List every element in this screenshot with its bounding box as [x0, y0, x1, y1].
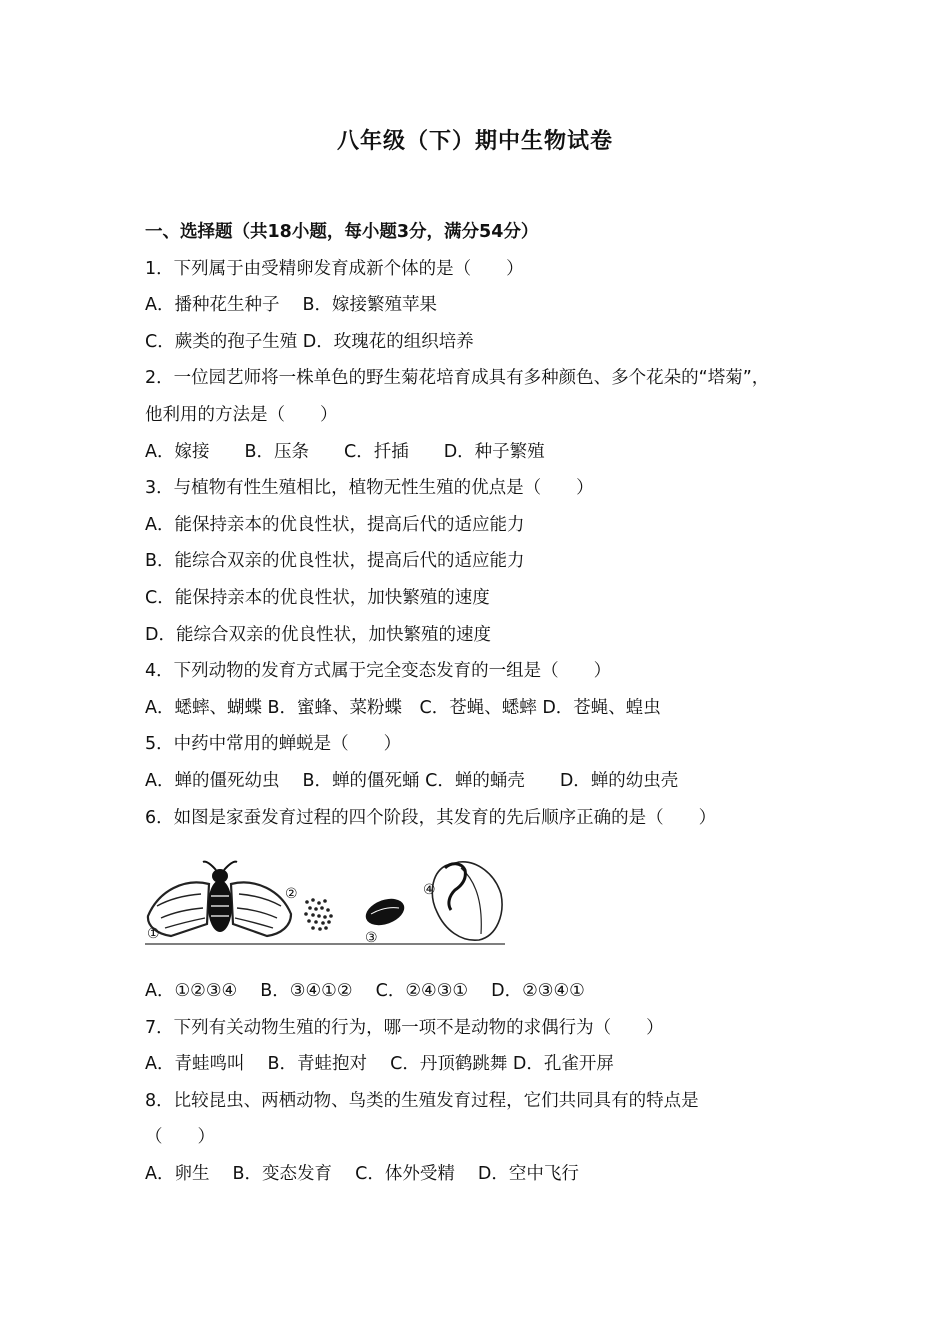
q1-option-line: A．播种花生种子 B．嫁接繁殖苹果	[145, 295, 438, 316]
q1-option-line: C．蕨类的孢子生殖 D．玫瑰花的组织培养	[145, 331, 474, 352]
exam-content	[145, 214, 835, 1193]
question-7: 7．下列有关动物生殖的行为，哪一项不是动物的求偶行为（ ）	[145, 1017, 664, 1038]
question-2-cont: 他利用的方法是（ ）	[145, 404, 338, 425]
eggs-drawing	[304, 898, 333, 931]
q8-option-line: A．卵生 B．变态发育 C．体外受精 D．空中飞行	[145, 1164, 579, 1185]
question-8-cont: （ ）	[145, 1127, 215, 1148]
silkworm-illustration	[145, 856, 507, 948]
moth-drawing	[148, 862, 291, 936]
section-heading: 一、选择题（共18小题，每小题3分，满分54分）	[145, 222, 539, 242]
q2-option-line: A．嫁接 B．压条 C．扦插 D．种子繁殖	[145, 441, 545, 462]
q3-option-c: C．能保持亲本的优良性状，加快繁殖的速度	[145, 587, 490, 608]
question-2: 2．一位园艺师将一株单色的野生菊花培育成具有多种颜色、多个花朵的“塔菊”，	[145, 368, 770, 389]
page-title: 八年级（下）期中生物试卷	[336, 129, 613, 154]
question-4: 4．下列动物的发育方式属于完全变态发育的一组是（ ）	[145, 661, 612, 682]
question-1: 1．下列属于由受精卵发育成新个体的是（ ）	[145, 258, 524, 279]
silkworm-stages-figure	[145, 856, 507, 948]
question-3: 3．与植物有性生殖相比，植物无性生殖的优点是（ ）	[145, 478, 594, 499]
question-8: 8．比较昆虫、两栖动物、鸟类的生殖发育过程，它们共同具有的特点是	[145, 1090, 699, 1111]
pupa-drawing	[362, 894, 408, 930]
q6-option-line: A．①②③④ B．③④①② C．②④③① D．②③④①	[145, 981, 585, 1002]
label-stage-3: ③	[365, 930, 378, 947]
q3-option-b: B．能综合双亲的优良性状，提高后代的适应能力	[145, 551, 525, 572]
question-6: 6．如图是家蚕发育过程的四个阶段，其发育的先后顺序正确的是（ ）	[145, 807, 717, 828]
q4-option-line: A．蟋蟀、蝴蝶 B．蜜蜂、菜粉蝶 C．苍蝇、蟋蟀 D．苍蝇、蝗虫	[145, 697, 661, 718]
q5-option-line: A．蝉的僵死幼虫 B．蝉的僵死蛹 C．蝉的蛹壳 D．蝉的幼虫壳	[145, 770, 679, 791]
q3-option-a: A．能保持亲本的优良性状，提高后代的适应能力	[145, 514, 525, 535]
question-5: 5．中药中常用的蝉蜕是（ ）	[145, 734, 402, 755]
label-stage-1: ①	[147, 926, 160, 943]
larva-leaf-drawing	[432, 862, 502, 940]
q7-option-line: A．青蛙鸣叫 B．青蛙抱对 C．丹顶鹤跳舞 D．孔雀开屏	[145, 1054, 614, 1075]
label-stage-2: ②	[285, 886, 298, 903]
q3-option-d: D．能综合双亲的优良性状，加快繁殖的速度	[145, 624, 491, 645]
label-stage-4: ④	[423, 882, 436, 899]
